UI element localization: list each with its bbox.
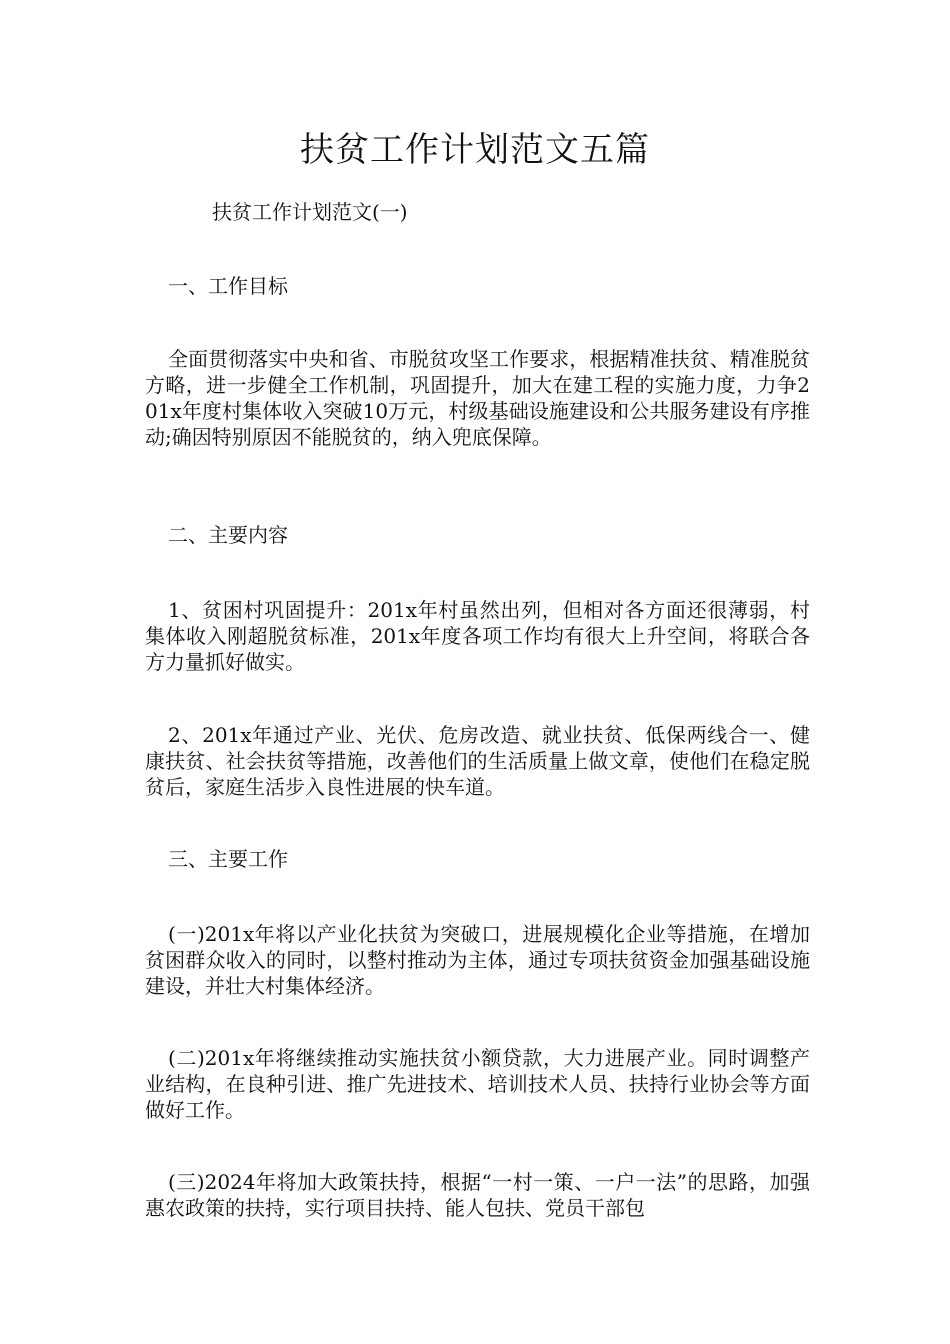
- paragraph-content-1: 1、贫困村巩固提升：201x年村虽然出列，但相对各方面还很薄弱，村集体收入刚超脱贫标准，201x年度各项工作均有很大上升空间，将联合各方力量抓好做实。: [145, 598, 810, 674]
- heading-main-content: 二、主要内容: [168, 523, 288, 547]
- paragraph-work-2: (二)201x年将继续推动实施扶贫小额贷款，大力进展产业。同时调整产业结构，在良种引进、推广先进技术、培训技术人员、扶持行业协会等方面做好工作。: [145, 1046, 810, 1122]
- document-title: 扶贫工作计划范文五篇: [300, 130, 650, 170]
- paragraph-work-goal: 全面贯彻落实中央和省、市脱贫攻坚工作要求，根据精准扶贫、精准脱贫方略，进一步健全工作机制，巩固提升，加大在建工程的实施力度，力争201x年度村集体收入突破10万元，村级基础设施建设和公共服务建设有序推动;确因特别原因不能脱贫的，纳入兜底保障。: [145, 347, 810, 449]
- paragraph-content-2: 2、201x年通过产业、光伏、危房改造、就业扶贫、低保两线合一、健康扶贫、社会扶贫等措施，改善他们的生活质量上做文章，使他们在稳定脱贫后，家庭生活步入良性进展的快车道。: [145, 723, 810, 799]
- heading-work-goal: 一、工作目标: [168, 274, 288, 298]
- paragraph-work-3: (三)2024年将加大政策扶持，根据“一村一策、一户一法”的思路，加强惠农政策的扶持，实行项目扶持、能人包扶、党员干部包: [145, 1170, 810, 1220]
- paragraph-work-1: (一)201x年将以产业化扶贫为突破口，进展规模化企业等措施，在增加贫困群众收入的同时，以整村推动为主体，通过专项扶贫资金加强基础设施建设，并壮大村集体经济。: [145, 922, 810, 998]
- heading-main-work: 三、主要工作: [168, 847, 288, 871]
- document-subtitle: 扶贫工作计划范文(一): [212, 200, 408, 224]
